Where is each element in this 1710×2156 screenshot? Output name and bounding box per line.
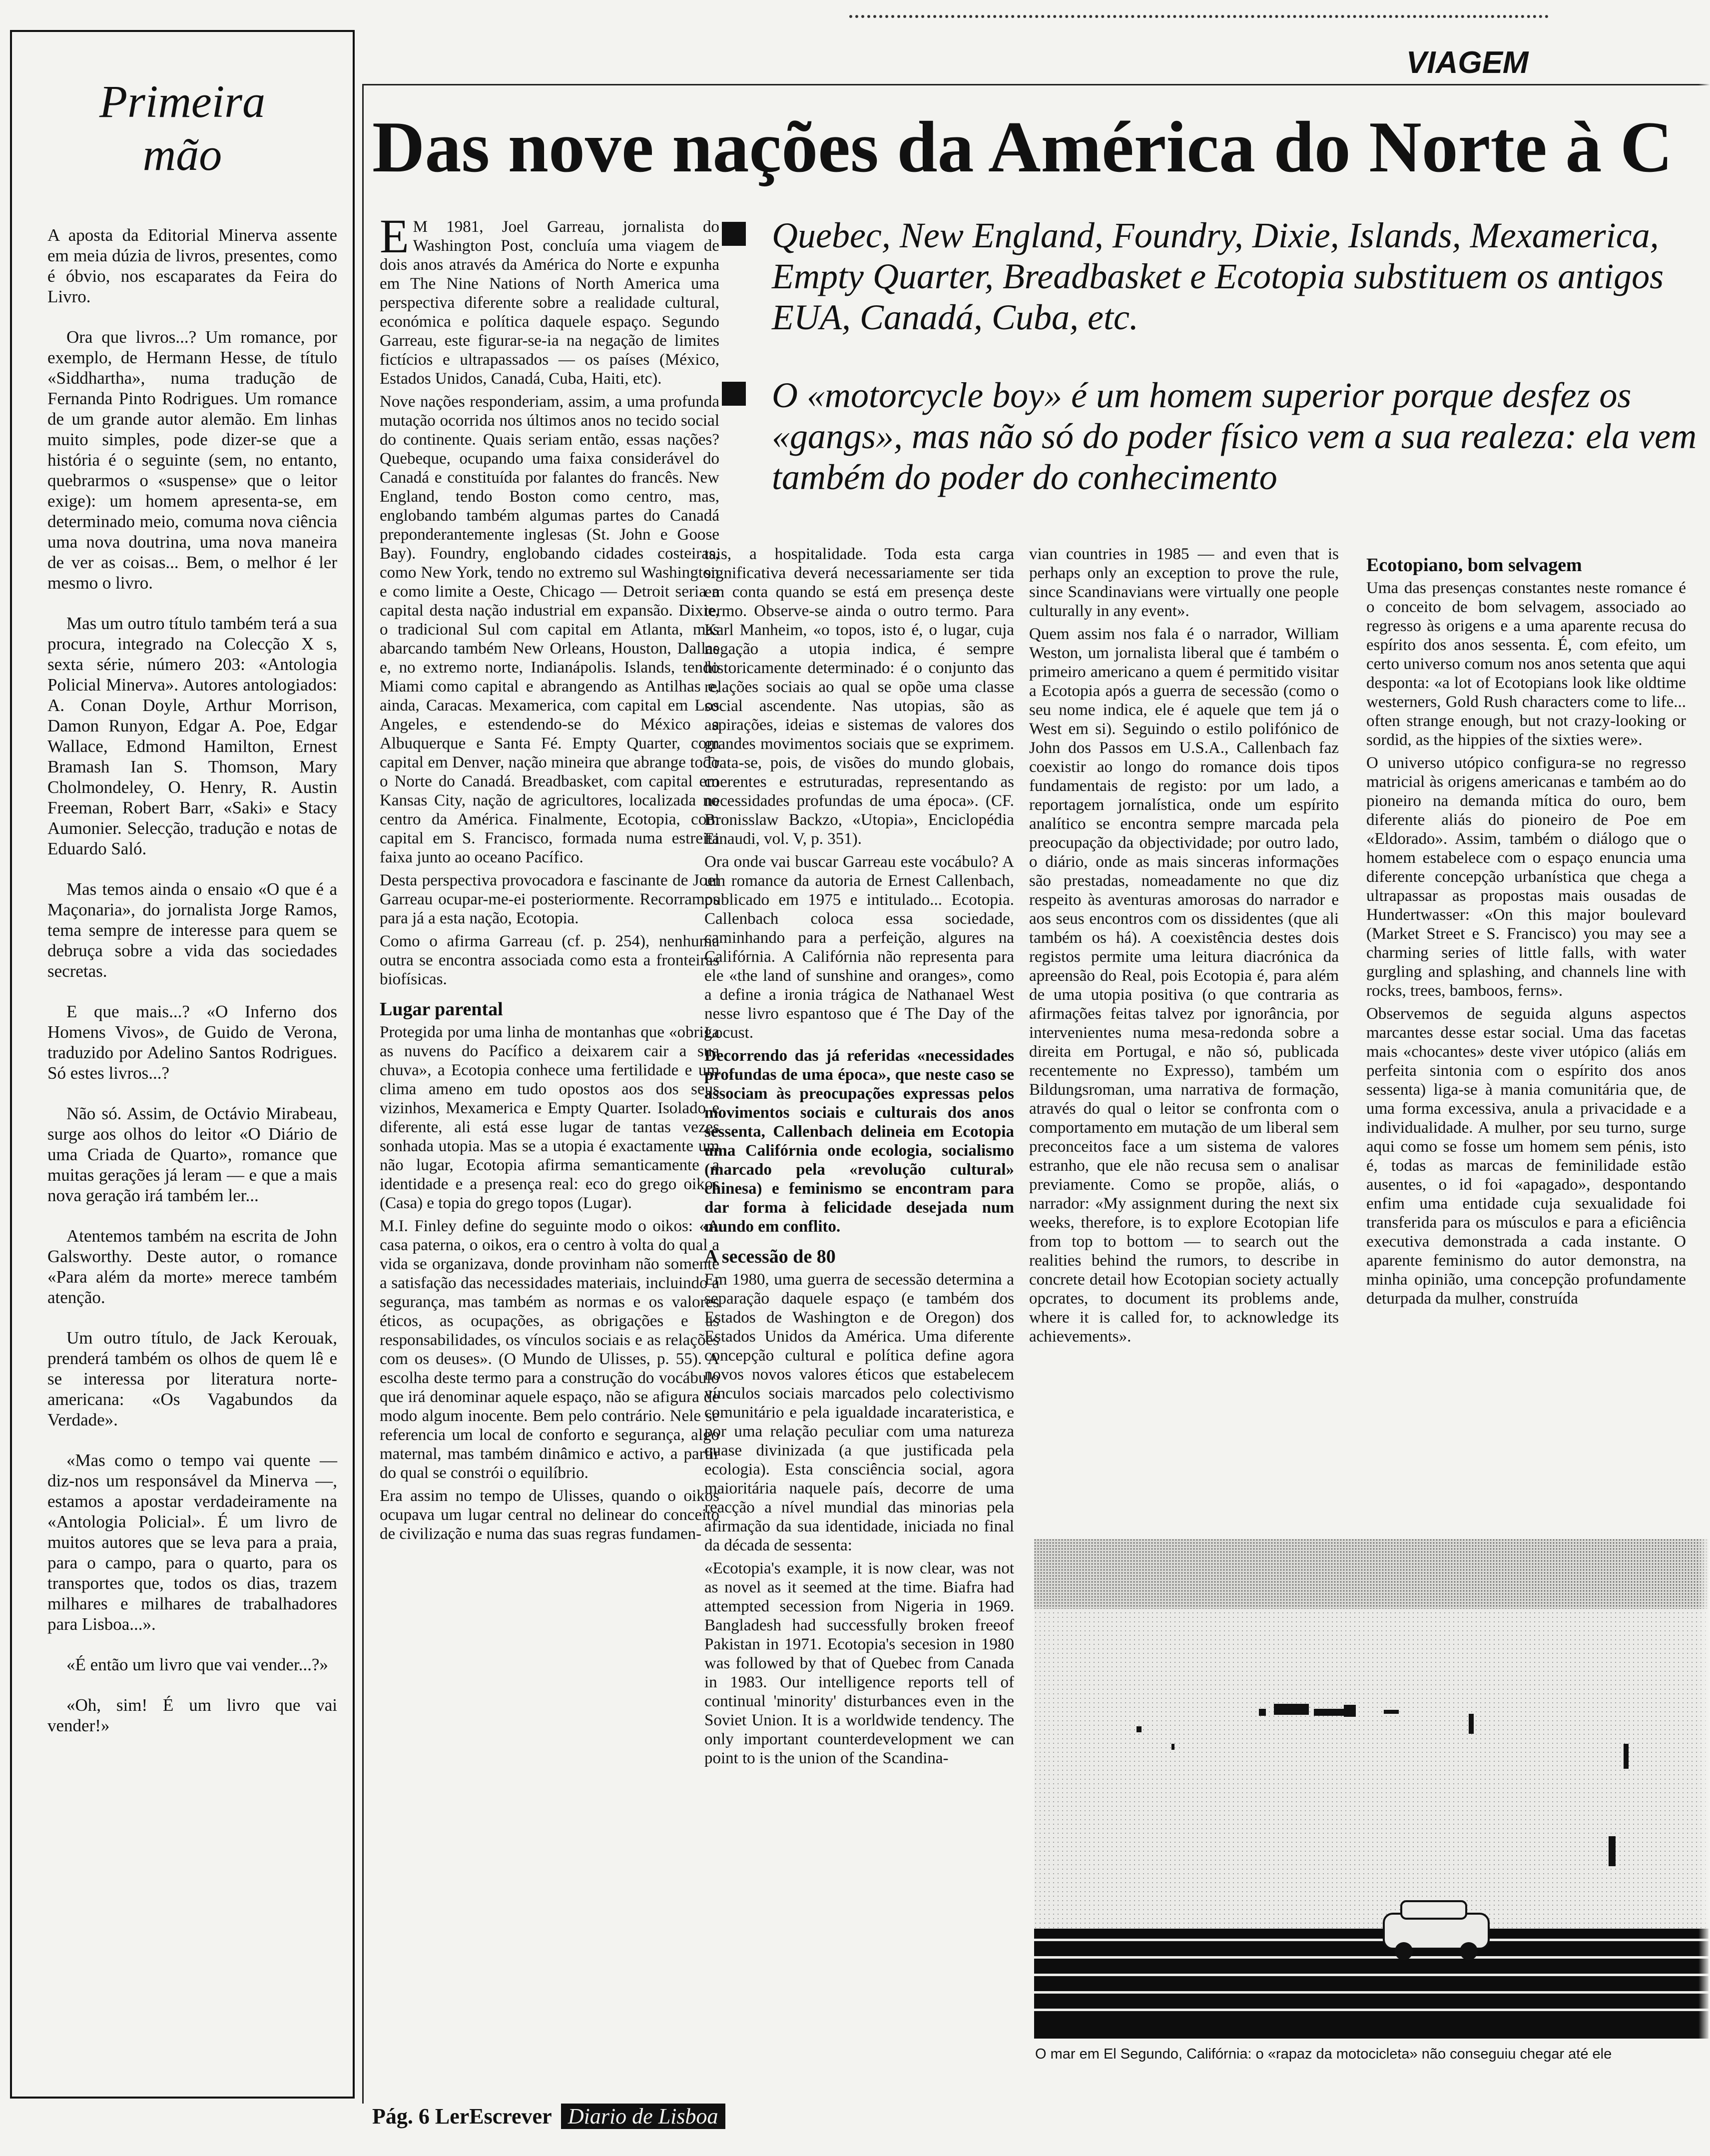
sidebar-paragraph: Não só. Assim, de Octávio Mirabeau, surge aos olhos do leitor «O Diário de uma Criada de Quarto», romance que muitas gerações já leram — e que a mais nova geração irá também ler... (47, 1104, 337, 1205)
sidebar-paragraph: Um outro título, de Jack Kerouak, prenderá também os olhos de quem lê e se interessa por literatura norte-americana: «Os Vagabundos da Verdade». (47, 1328, 337, 1430)
article-paragraph: Desta perspectiva provocadora e fascinante de Joel Garreau ocupar-me-ei posteriormente. Recorramos para já a esta nação, Ecotopia. (380, 871, 719, 927)
subheading: A secessão de 80 (704, 1246, 836, 1267)
photo-caption: O mar em El Segundo, Califórnia: o «rapaz da motocicleta» não conseguiu chegar até ele (1035, 2046, 1612, 2062)
sidebar-article (47, 225, 337, 1756)
article-column-4 (1366, 545, 1686, 1312)
sidebar-paragraph: E que mais...? «O Inferno dos Homens Vivos», de Guido de Verona, traduzido por Adelino Santos Rodrigues. Só estes livros...? (47, 1002, 337, 1083)
page-footer (372, 2104, 725, 2129)
sidebar-paragraph: Mas um outro título também terá a sua procura, integrado na Colecção X s, sexta série, número 203: «Antologia Policial Minerva». Autores antologiados: A. Conan Doyle, Arthur Morrison, Damon Runyon, Edgar A. Poe, Edgar Wallace, Edmond Hamilton, Ernest Bramash Ian S. Thomson, Mary Cholmondeley, O. Henry, R. Austin Freeman, Robert Barr, «Saki» e Stacy Aumonier. Selecção, tradução e notas de Eduardo Saló. (47, 614, 337, 858)
article-paragraph: Ora onde vai buscar Garreau este vocábulo? A um romance da autoria de Ernest Callenbach, publicado em 1975 e intitulado... Ecotopia. Callenbach coloca essa sociedade, caminhando para a perfeição, algures na Califórnia. A Califórnia não representa para ele «the land of sunshine and oranges», como a define a ironia trágica de Nathanael West nesse livro espantoso que é The Day of the Locust. (704, 853, 1014, 1042)
bullet-square-icon (722, 382, 746, 406)
deck-text: O «motorcycle boy» é um homem superior porque desfez os «gangs», mas não só do poder físico vem a sua realeza: ela vem também do poder do conhecimento (772, 375, 1697, 497)
newspaper-logo: Diario de Lisboa (561, 2104, 725, 2129)
article-paragraph: Era assim no tempo de Ulisses, quando o oikos ocupava um lugar central no delinear do conceito de civilização e numa das suas regras fundamen- (380, 1487, 719, 1543)
deck-1 (727, 215, 1706, 338)
article-paragraph: Observemos de seguida alguns aspectos marcantes desse estar social. Uma das facetas mais «chocantes» deste viver utópico (aliás em perfeita sintonia com o espírito dos anos sessenta) liga-se à mania comunitária que, de uma forma excessiva, anula a privacidade e a individualidade. A mulher, por seu turno, surge aqui como se fosse um homem sem pénis, isto é, todas as marcas de feminilidade estão ausentes, o id foi «apagado», despontando enfim uma entidade cuja sexualidade foi transferida para os músculos e para a eficiência executiva demonstrada a cada instante. O aparente feminismo do autor demonstra, na minha opinião, uma concepção profundamente deturpada da mulher, construída (1366, 1005, 1686, 1308)
supplement-name: LerEscrever (435, 2104, 552, 2129)
subheading: Lugar parental (380, 999, 503, 1020)
article-column-1 (380, 209, 719, 1547)
article-paragraph: Em 1980, uma guerra de secessão determina a separação daquele espaço (e também dos Estados de Washington e de Oregon) dos Estados Unidos da América. Uma diferente concepção cultural e política define agora novos novos valores éticos que estabelecem vínculos sociais marcados pelo colectivismo comunitário e pela igualdade incarateristica, e por uma relação peculiar com uma natureza quase divinizada (a que justificada pela ecologia). Esta consciência social, agora maioritária naquele país, decorre de uma reacção a nível mundial das minorias pela afirmação da sua identidade, iniciada no final da década de sessenta: (704, 1271, 1014, 1554)
sidebar-title-line1: Primeira (99, 76, 266, 127)
beach-photo (1034, 1539, 1709, 2039)
sidebar-title-line2: mão (142, 129, 222, 180)
section-label: VIAGEM (1406, 45, 1529, 80)
article-paragraph: tais, a hospitalidade. Toda esta carga significativa deverá necessariamente ser tida em conta quando se está em presença deste termo. Observe-se ainda o outro termo. Para Karl Manheim, «o topos, isto é, o lugar, cuja negação a utopia indica, é sempre historicamente determinado: é o conjunto das relações sociais ao qual se opõe uma classe social ascendente. Nas utopias, são as aspirações, ideias e sistemas de valores dos grandes movimentos sociais que se exprimem. Trata-se, pois, de visões do mundo globais, coerentes e estruturadas, representando as necessidades profundas de uma época». (CF. Bronisslaw Backzo, «Utopia», Enciclopédia Einaudi, vol. V, p. 351). (704, 545, 1014, 848)
sidebar-paragraph: A aposta da Editorial Minerva assente em meia dúzia de livros, presentes, como é óbvio, nos escaparates da Feira do Livro. (47, 225, 337, 306)
beach-photo-illustration (1034, 1539, 1709, 2039)
sidebar-title (20, 75, 345, 181)
sidebar-paragraph: Ora que livros...? Um romance, por exemplo, de Hermann Hesse, de título «Siddhartha», numa tradução de Fernanda Pinto Rodrigues. Um romance de um grande autor alemão. Em linhas muito simples, pode dizer-se que a história é o seguinte (sem, no entanto, quebrarmos o «suspense» que o leitor exige): um homem apresenta-se, em determinado meio, comuma nova ciência uma nova doutrina, uma nova maneira de ver as coisas... Bem, o melhor é ler mesmo o livro. (47, 327, 337, 593)
article-paragraph: EM 1981, Joel Garreau, jornalista do Washington Post, concluía uma viagem de dois anos através da América do Norte e expunha em The Nine Nations of North America uma perspectiva diferente sobre a realidade cultural, económica e política daquele espaço. Segundo Garreau, este figurar-se-ia na negação de limites fictícios e ultrapassados — os países (México, Estados Unidos, Canadá, Cuba, Haiti, etc). (380, 209, 719, 388)
header-rule (362, 84, 1710, 85)
sidebar-paragraph: Atentemos também na escrita de John Galsworthy. Deste autor, o romance «Para além da morte» merece também atenção. (47, 1226, 337, 1307)
sidebar-paragraph: «É então um livro que vai vender...?» (66, 1655, 328, 1674)
top-decorative-rule (849, 15, 1549, 22)
article-paragraph: Quem assim nos fala é o narrador, William Weston, um jornalista liberal que é também o primeiro americano a quem é permitido visitar a Ecotopia após a guerra de secessão (como o seu nome indica, ele é aquele que tem já o West em si). Seguindo o estilo polifónico de John dos Passos em U.S.A., Callenbach faz coexistir ao longo do romance dois tipos fundamentais de registo: por um lado, a reportagem jornalística, onde um espírito analítico se encontra sempre marcada pela preocupação da objectividade; por outro lado, o diário, onde as mais sinceras informações são prestadas, nomeadamente no que diz respeito às aventuras amorosas do narrador e aos seus encontros com os dissidentes (que ali também os há). A coexistência destes dois registos permite uma leitura diacrónica da apreensão do Real, pois Ecotopia é, para além de uma utopia positiva (o que contraria as afirmações feitas talvez por ignorância, por intervenientes numa mesa-redonda sobre a direita em Portugal, e não só, publicada recentemente no Expresso), também um Bildungsroman, uma narrativa de formação, através do qual o leitor se confronta com o comportamento em mutação de um liberal sem preconceitos face a um sistema de valores estranho, que ele não recusa sem o analisar previamente. Como se propõe, aliás, o narrador: «My assignment during the next six weeks, therefore, is to explore Ecotopian life from top to bottom — to search out the realities behind the rumors, to describe in concrete detail how Ecotopian society actually opcrates, to document its problems ande, where it is called for, to acknowledge its achievements». (1029, 625, 1339, 1346)
sidebar-paragraph: «Mas como o tempo vai quente — diz-nos um responsável da Minerva —, estamos a apostar verdadeiramente na «Antologia Policial». É um livro de muitos autores que se leva para a praia, para o campo, para o quarto, para os transportes que, todos os dias, trazem milhares e milhares de trabalhadores para Lisboa...». (47, 1450, 337, 1634)
article-paragraph: Como o afirma Garreau (cf. p. 254), nenhuma outra se encontra associada como esta a fronteiras biofísicas. (380, 932, 719, 988)
article-column-3 (1029, 545, 1339, 1350)
page-number: Pág. 6 (372, 2104, 430, 2129)
article-paragraph: Decorrendo das já referidas «necessidades profundas de uma época», que neste caso se associam às preocupações expressas pelos movimentos sociais e culturais dos anos sessenta, Callenbach delineia em Ecotopia uma Califórnia onde ecologia, socialismo (marcado pela «revolução cultural» chinesa) e feminismo se encontram para dar forma à felicidade desejada num mundo em conflito. (704, 1047, 1014, 1236)
bullet-square-icon (722, 222, 746, 246)
article-paragraph: vian countries in 1985 — and even that is perhaps only an exception to prove the rule, since Scandinavians were virtually one people culturally in any event». (1029, 545, 1339, 620)
article-paragraph: Protegida por uma linha de montanhas que «obriga as nuvens do Pacífico a deixarem cair a sua chuva», a Ecotopia conhece uma fertilidade e um clima ameno em tudo opostos aos dos seus vizinhos, Mexamerica e Empty Quarter. Isolado e diferente, ali está esse lugar de tantas vezes sonhada utopia. Mas se a utopia é exactamente um não lugar, Ecotopia afirma semanticamente a identidade e a presença real: eco do grego oikos (Casa) e topia do grego topos (Lugar). (380, 1023, 719, 1212)
deck-2 (727, 375, 1706, 498)
article-paragraph: O universo utópico configura-se no regresso matricial às origens americanas e também ao do pioneiro na demanda mítica do ouro, bem diferente aliás do pioneiro de Poe em «Eldorado». Assim, também o diálogo que o homem estabelece com o espaço enuncia uma diferente concepção urbanística que chega a ultrapassar as propostas mais ousadas de Hundertwasser: «On this major boulevard (Market Street e S. Francisco) you may see a charming series of little falls, with water gurgling and splashing, and channels line with rocks, trees, bamboos, ferns». (1366, 754, 1686, 1000)
article-paragraph: Uma das presenças constantes neste romance é o conceito de bom selvagem, associado ao regresso às origens e a uma aparente recusa do espírito dos anos sessenta. É, com efeito, um certo universo comum nos anos setenta que aqui desponta: «a lot of Ecotopians look like oldtime westerners, Gold Rush characters come to life... often strange enough, but not crazy-looking or sordid, as the hippies of the sixties were». (1366, 579, 1686, 749)
article-paragraph: Nove nações responderiam, assim, a uma profunda mutação ocorrida nos últimos anos no tecido social do continente. Quais seriam então, essas nações? Quebeque, ocupando uma faixa considerável do Canadá e constituída por falantes do francês. New England, tendo Boston como centro, mas, englobando também algumas partes do Canadá preponderantemente inglesas (St. John e Goose Bay). Foundry, englobando cidades costeiras, como New York, tendo no extremo sul Washington e como limite a Oeste, Chicago — Detroit seria a capital desta nação industrial em expansão. Dixie, o tradicional Sul com capital em Atlanta, mas abarcando também New Orleans, Houston, Dallas e, no extremo norte, Indianápolis. Islands, tendo Miami como capital e abrangendo as Antilhas e, ainda, Caracas. Mexamerica, com capital em Los Angeles, e estendendo-se do México a Albuquerque e Santa Fé. Empty Quarter, com capital em Denver, nação mineira que abrange todo o Norte do Canadá. Breadbasket, com capital em Kansas City, nação de agricultores, localizada no centro da América. Finalmente, Ecotopia, com capital em S. Francisco, formada numa estreita faixa junto ao oceano Pacífico. (380, 393, 719, 866)
article-column-2 (704, 545, 1014, 1772)
page-edge (1699, 0, 1710, 2156)
column-divider (362, 85, 364, 2104)
article-paragraph: «Ecotopia's example, it is now clear, was not as novel as it seemed at the time. Biafra had attempted secession from Nigeria in 1969. Bangladesh had successfully broken freeof Pakistan in 1971. Ecotopia's secesion in 1980 was followed by that of Quebec from Canada in 1983. Our intelligence reports tell of continual 'minority' disturbances even in the Soviet Union. It is a worldwide tendency. The only important counterdevelopment we can point to is the union of the Scandina- (704, 1559, 1014, 1767)
subheading: Ecotopiano, bom selvagem (1366, 555, 1582, 576)
article-headline: Das nove nações da América do Norte à C (372, 106, 1673, 187)
article-paragraph: M.I. Finley define do seguinte modo o oikos: «A casa paterna, o oikos, era o centro à volta do qual a vida se organizava, donde provinham não somente a satisfação das necessidades materiais, incluindo a segurança, mas também as normas e os valores éticos, as ocupações, as obrigações e as responsabilidades, os vínculos sociais e as relações com os deuses». (O Mundo de Ulisses, p. 55). A escolha deste termo para a construção do vocábulo que irá denominar aquele espaço, não se afigura de modo algum inocente. Bem pelo contrário. Nele se referencia um local de conforto e segurança, algo maternal, mas também dinâmico e activo, a partir do qual se constrói o equilíbrio. (380, 1217, 719, 1482)
deck-text: Quebec, New England, Foundry, Dixie, Islands, Mexamerica, Empty Quarter, Breadbasket e Ecotopia substituem os antigos EUA, Canadá, Cuba, etc. (772, 215, 1664, 337)
sidebar-paragraph: «Oh, sim! É um livro que vai vender!» (47, 1695, 337, 1735)
sidebar-paragraph: Mas temos ainda o ensaio «O que é a Maçonaria», do jornalista Jorge Ramos, tema sempre de interesse para quem se debruça sobre a vida das sociedades secretas. (47, 879, 337, 981)
